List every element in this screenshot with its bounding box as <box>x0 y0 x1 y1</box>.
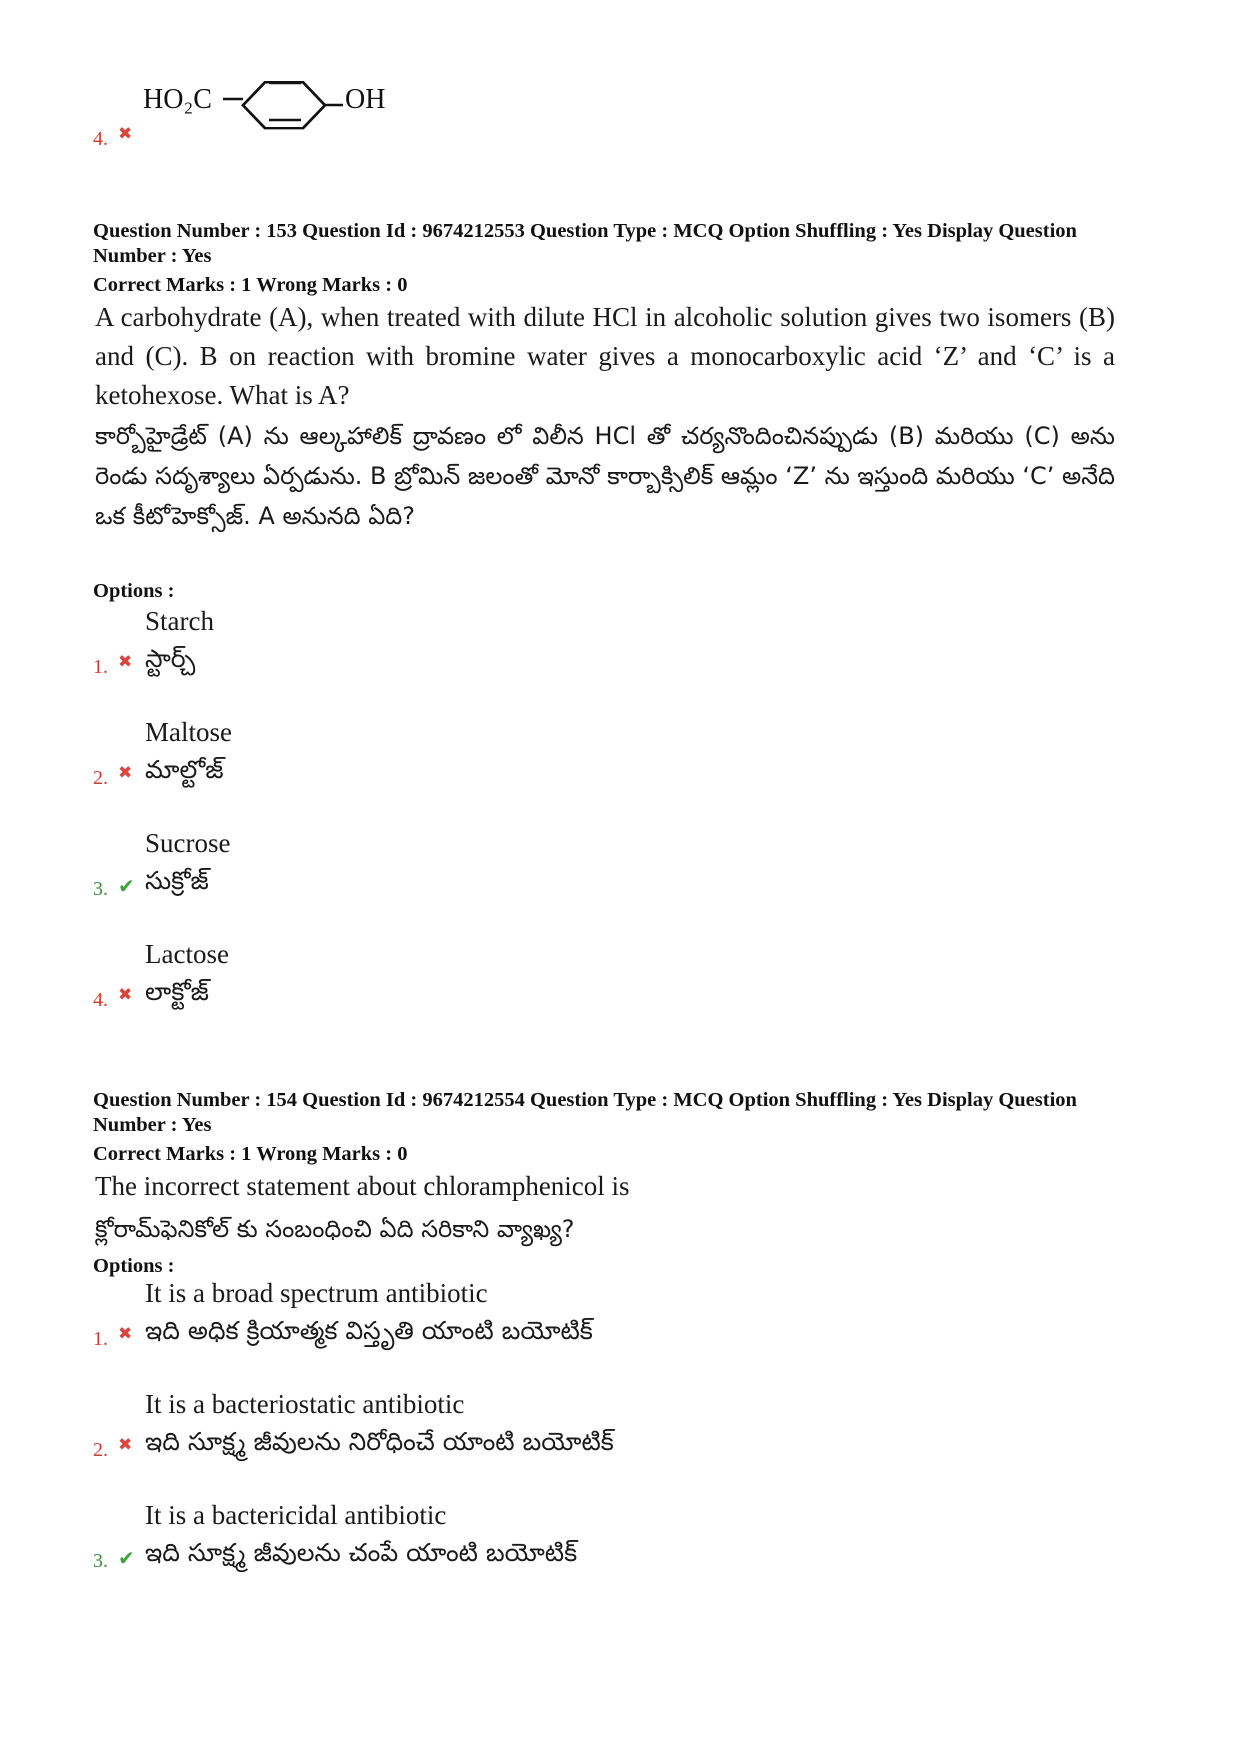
question-153-marks: Correct Marks : 1 Wrong Marks : 0 <box>93 274 408 296</box>
wrong-mark-icon: ✖ <box>118 124 133 144</box>
options-label: Options : <box>93 1255 175 1277</box>
option-text-en: It is a bactericidal antibiotic <box>145 1500 447 1530</box>
option-text-te: సుక్రోజ్ <box>145 866 209 895</box>
q153-option-2 <box>93 717 1143 807</box>
wrong-mark-icon: ✖ <box>118 985 133 1005</box>
option-text-te: ఇది సూక్ష్మ జీవులను చంపే యాంటి బయోటిక్ <box>145 1538 578 1567</box>
structure-right-group: OH <box>345 84 386 115</box>
correct-check-icon: ✔ <box>118 1546 135 1570</box>
question-154-meta: Question Number : 154 Question Id : 9674212554 Question Type : MCQ Option Shuffling : Yes Display Question Number : Yes <box>93 1089 1077 1136</box>
option-text-te: మాల్టోజ్ <box>145 755 224 784</box>
question-153-meta: Question Number : 153 Question Id : 9674212553 Question Type : MCQ Option Shuffling : Yes Display Question Number : Yes <box>93 220 1077 267</box>
option-text-en: Sucrose <box>145 828 231 858</box>
wrong-mark-icon: ✖ <box>118 652 133 672</box>
question-153-text-en: A carbohydrate (A), when treated with dilute HCl in alcoholic solution gives two isomers (B) and (C). B on reaction with bromine water gives a monocarboxylic acid ‘Z’ and ‘C’ is a ketohexose. What is A? <box>95 302 1115 410</box>
wrong-mark-icon: ✖ <box>118 763 133 783</box>
option-text-te: ఇది అధిక క్రియాత్మక విస్తృతి యాంటి బయోటిక్ <box>145 1316 593 1345</box>
q154-option-2 <box>93 1389 1143 1479</box>
options-label: Options : <box>93 580 175 602</box>
q153-option-1 <box>93 606 1143 696</box>
option-text-en: It is a broad spectrum antibiotic <box>145 1278 488 1308</box>
prev-question-option-4 <box>93 78 493 158</box>
question-153-text-te: కార్బోహైడ్రేట్ (A) ను ఆల్కహాలిక్ ద్రావణం లో విలీన HCl తో చర్యనొందించినప్పుడు (B) మరియు (C) అను రెండు సదృశ్యాలు ఏర్పడును. B బ్రోమిన్ జలంతో మోనో కార్బాక్సిలిక్ ఆమ్లం ‘Z’ ను ఇస్తుంది మరియు ‘C’ అనేది ఒక కీటోహెక్సోజ్. A అనునది ఏది? <box>95 422 1115 530</box>
structure-left-group: HO₂C <box>143 84 212 115</box>
correct-check-icon: ✔ <box>118 874 135 898</box>
option-number: 2. <box>93 1439 108 1461</box>
q153-option-3 <box>93 828 1143 918</box>
wrong-mark-icon: ✖ <box>118 1435 133 1455</box>
q153-option-4 <box>93 939 1143 1029</box>
q154-option-1 <box>93 1278 1143 1368</box>
option-number: 4. <box>93 989 108 1011</box>
option-number: 3. <box>93 1550 108 1572</box>
q154-option-3 <box>93 1500 1143 1590</box>
wrong-mark-icon: ✖ <box>118 1324 133 1344</box>
question-154-text-te: క్లోరామ్‌ఫెనికోల్ కు సంబంధించి ఏది సరికాని వ్యాఖ్య? <box>95 1215 575 1243</box>
question-154-marks: Correct Marks : 1 Wrong Marks : 0 <box>93 1143 408 1165</box>
option-text-en: Lactose <box>145 939 229 969</box>
option-number: 3. <box>93 878 108 900</box>
question-154-text-en: The incorrect statement about chloramphenicol is <box>95 1171 630 1201</box>
option-text-en: Maltose <box>145 717 232 747</box>
option-number: 1. <box>93 1328 108 1350</box>
option-text-en: Starch <box>145 606 214 636</box>
option-text-te: లాక్టోజ్ <box>145 977 209 1006</box>
option-text-te: స్టార్చ్ <box>145 644 196 673</box>
option-number: 2. <box>93 767 108 789</box>
option-text-te: ఇది సూక్ష్మ జీవులను నిరోధించే యాంటి బయోటిక్ <box>145 1427 614 1456</box>
p-hydroxybenzoic-acid-structure-icon <box>143 78 463 138</box>
option-number: 1. <box>93 656 108 678</box>
option-number: 4. <box>93 128 108 150</box>
option-text-en: It is a bacteriostatic antibiotic <box>145 1389 465 1419</box>
